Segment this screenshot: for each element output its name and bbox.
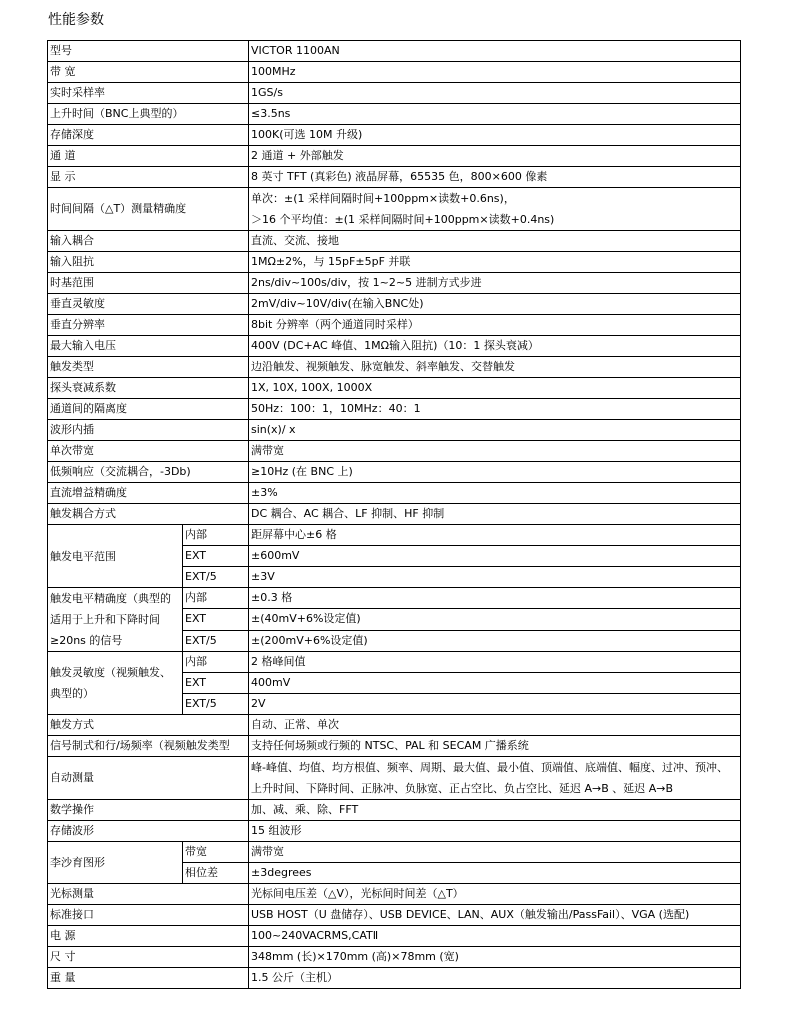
table-row <box>48 715 741 736</box>
spec-value: ±3% <box>249 483 741 504</box>
spec-value: 自动、正常、单次 <box>249 715 741 736</box>
table-row <box>48 947 741 968</box>
spec-label: 重 量 <box>48 968 249 989</box>
table-row <box>48 462 741 483</box>
spec-value: 2 通道 + 外部触发 <box>249 146 741 167</box>
spec-sublabel: EXT <box>183 546 249 567</box>
spec-value: USB HOST（U 盘储存）、USB DEVICE、LAN、AUX（触发输出/PassFail）、VGA (选配) <box>249 905 741 926</box>
table-row <box>48 125 741 146</box>
spec-value: 2 格峰间值 <box>249 652 741 673</box>
spec-label: 光标测量 <box>48 884 249 905</box>
table-row <box>48 736 741 757</box>
spec-label: 存储波形 <box>48 821 249 842</box>
table-row <box>48 146 741 167</box>
spec-value: 直流、交流、接地 <box>249 231 741 252</box>
spec-label: 单次带宽 <box>48 441 249 462</box>
spec-value-line: 单次：±(1 采样间隔时间+100ppm×读数+0.6ns)， <box>251 192 515 205</box>
table-row <box>48 905 741 926</box>
table-row <box>48 378 741 399</box>
spec-value: 1MΩ±2%，与 15pF±5pF 并联 <box>249 252 741 273</box>
spec-label: 触发电平精确度（典型的适用于上升和下降时间≥20ns 的信号 <box>48 588 183 652</box>
table-row <box>48 757 741 800</box>
spec-value: 满带宽 <box>249 842 741 863</box>
spec-label: 显 示 <box>48 167 249 188</box>
spec-value: 100K(可选 10M 升级) <box>249 125 741 146</box>
spec-label: 上升时间（BNC上典型的） <box>48 104 249 125</box>
spec-label: 标准接口 <box>48 905 249 926</box>
table-row <box>48 504 741 525</box>
spec-value: 1X, 10X, 100X, 1000X <box>249 378 741 399</box>
spec-sublabel: 相位差 <box>183 863 249 884</box>
spec-label: 尺 寸 <box>48 947 249 968</box>
spec-label: 触发方式 <box>48 715 249 736</box>
spec-value <box>249 188 741 231</box>
spec-label: 直流增益精确度 <box>48 483 249 504</box>
table-row <box>48 821 741 842</box>
table-row <box>48 800 741 821</box>
spec-label: 触发灵敏度（视频触发、典型的） <box>48 652 183 715</box>
spec-label: 触发电平范围 <box>48 525 183 588</box>
spec-label: 自动测量 <box>48 757 249 800</box>
table-row <box>48 231 741 252</box>
table-row <box>48 252 741 273</box>
table-row <box>48 41 741 62</box>
spec-value: sin(x)/ x <box>249 420 741 441</box>
spec-value: ±(200mV+6%设定值) <box>249 630 741 651</box>
spec-value: 1.5 公斤（主机） <box>249 968 741 989</box>
spec-sublabel: 带宽 <box>183 842 249 863</box>
spec-value: 光标间电压差（△V），光标间时间差（△T） <box>249 884 741 905</box>
spec-value: 8 英寸 TFT (真彩色) 液晶屏幕，65535 色，800×600 像素 <box>249 167 741 188</box>
spec-sublabel: EXT/5 <box>183 694 249 715</box>
spec-value: ≤3.5ns <box>249 104 741 125</box>
spec-value: 15 组波形 <box>249 821 741 842</box>
table-row <box>48 83 741 104</box>
spec-value: ±3degrees <box>249 863 741 884</box>
spec-label: 触发类型 <box>48 357 249 378</box>
spec-label: 探头衰减系数 <box>48 378 249 399</box>
spec-label: 输入阻抗 <box>48 252 249 273</box>
spec-label: 实时采样率 <box>48 83 249 104</box>
spec-sublabel: EXT <box>183 609 249 630</box>
spec-value: ±(40mV+6%设定值) <box>249 609 741 630</box>
spec-label: 带 宽 <box>48 62 249 83</box>
spec-sublabel: 内部 <box>183 525 249 546</box>
spec-label: 输入耦合 <box>48 231 249 252</box>
spec-value: 加、减、乘、除、FFT <box>249 800 741 821</box>
spec-value: ±0.3 格 <box>249 588 741 609</box>
spec-value: 1GS/s <box>249 83 741 104</box>
table-row <box>48 842 741 863</box>
spec-sublabel: EXT/5 <box>183 630 249 651</box>
table-row <box>48 420 741 441</box>
spec-label: 时基范围 <box>48 273 249 294</box>
table-row <box>48 357 741 378</box>
spec-label: 低频响应（交流耦合，-3Db) <box>48 462 249 483</box>
spec-label: 最大输入电压 <box>48 336 249 357</box>
spec-sublabel: 内部 <box>183 652 249 673</box>
spec-value: 支持任何场频或行频的 NTSC、PAL 和 SECAM 广播系统 <box>249 736 741 757</box>
table-row <box>48 104 741 125</box>
spec-label: 触发耦合方式 <box>48 504 249 525</box>
spec-table <box>47 40 741 989</box>
spec-value: 2ns/div~100s/div，按 1~2~5 进制方式步进 <box>249 273 741 294</box>
spec-value: 348mm (长)×170mm (高)×78mm (宽) <box>249 947 741 968</box>
spec-value: 2V <box>249 694 741 715</box>
table-row <box>48 884 741 905</box>
spec-value: DC 耦合、AC 耦合、LF 抑制、HF 抑制 <box>249 504 741 525</box>
table-row <box>48 336 741 357</box>
spec-label: 通道间的隔离度 <box>48 399 249 420</box>
spec-value: 边沿触发、视频触发、脉宽触发、斜率触发、交替触发 <box>249 357 741 378</box>
table-row <box>48 441 741 462</box>
table-row <box>48 399 741 420</box>
spec-label: 时间间隔（△T）测量精确度 <box>48 188 249 231</box>
spec-label: 波形内插 <box>48 420 249 441</box>
spec-label: 李沙育图形 <box>48 842 183 884</box>
spec-label: 垂直分辨率 <box>48 315 249 336</box>
table-row <box>48 315 741 336</box>
table-row <box>48 483 741 504</box>
spec-value: 2mV/div~10V/div(在输入BNC处) <box>249 294 741 315</box>
spec-value: 峰-峰值、均值、均方根值、频率、周期、最大值、最小值、顶端值、底端值、幅度、过冲、预冲、上升时间、下降时间、正脉冲、负脉宽、正占空比、负占空比、延迟 A→B 、延迟 A→B <box>249 757 741 800</box>
spec-sublabel: EXT <box>183 673 249 694</box>
spec-label: 数学操作 <box>48 800 249 821</box>
table-row <box>48 62 741 83</box>
spec-value: 400V (DC+AC 峰值、1MΩ输入阻抗)（10：1 探头衰减） <box>249 336 741 357</box>
spec-value: 100MHz <box>249 62 741 83</box>
table-row <box>48 273 741 294</box>
table-row <box>48 968 741 989</box>
spec-value: ≥10Hz (在 BNC 上) <box>249 462 741 483</box>
spec-value: 100~240VACRMS,CATⅡ <box>249 926 741 947</box>
spec-value: 距屏幕中心±6 格 <box>249 525 741 546</box>
spec-value: 8bit 分辨率（两个通道同时采样） <box>249 315 741 336</box>
page-title: 性能参数 <box>48 12 104 28</box>
spec-value: ±600mV <box>249 546 741 567</box>
spec-label: 型号 <box>48 41 249 62</box>
spec-sublabel: 内部 <box>183 588 249 609</box>
spec-sublabel: EXT/5 <box>183 567 249 588</box>
table-row <box>48 926 741 947</box>
table-row <box>48 188 741 231</box>
spec-value: 满带宽 <box>249 441 741 462</box>
table-row <box>48 525 741 546</box>
spec-label: 电 源 <box>48 926 249 947</box>
spec-label: 垂直灵敏度 <box>48 294 249 315</box>
spec-value: 400mV <box>249 673 741 694</box>
spec-value-line: ＞16 个平均值：±(1 采样间隔时间+100ppm×读数+0.4ns) <box>251 213 555 226</box>
spec-label: 通 道 <box>48 146 249 167</box>
table-row <box>48 167 741 188</box>
spec-value: 50Hz：100：1，10MHz：40：1 <box>249 399 741 420</box>
spec-label: 信号制式和行/场频率（视频触发类型 <box>48 736 249 757</box>
table-row <box>48 588 741 609</box>
table-row <box>48 652 741 673</box>
spec-value: VICTOR 1100AN <box>249 41 741 62</box>
table-row <box>48 294 741 315</box>
spec-value: ±3V <box>249 567 741 588</box>
spec-label: 存储深度 <box>48 125 249 146</box>
